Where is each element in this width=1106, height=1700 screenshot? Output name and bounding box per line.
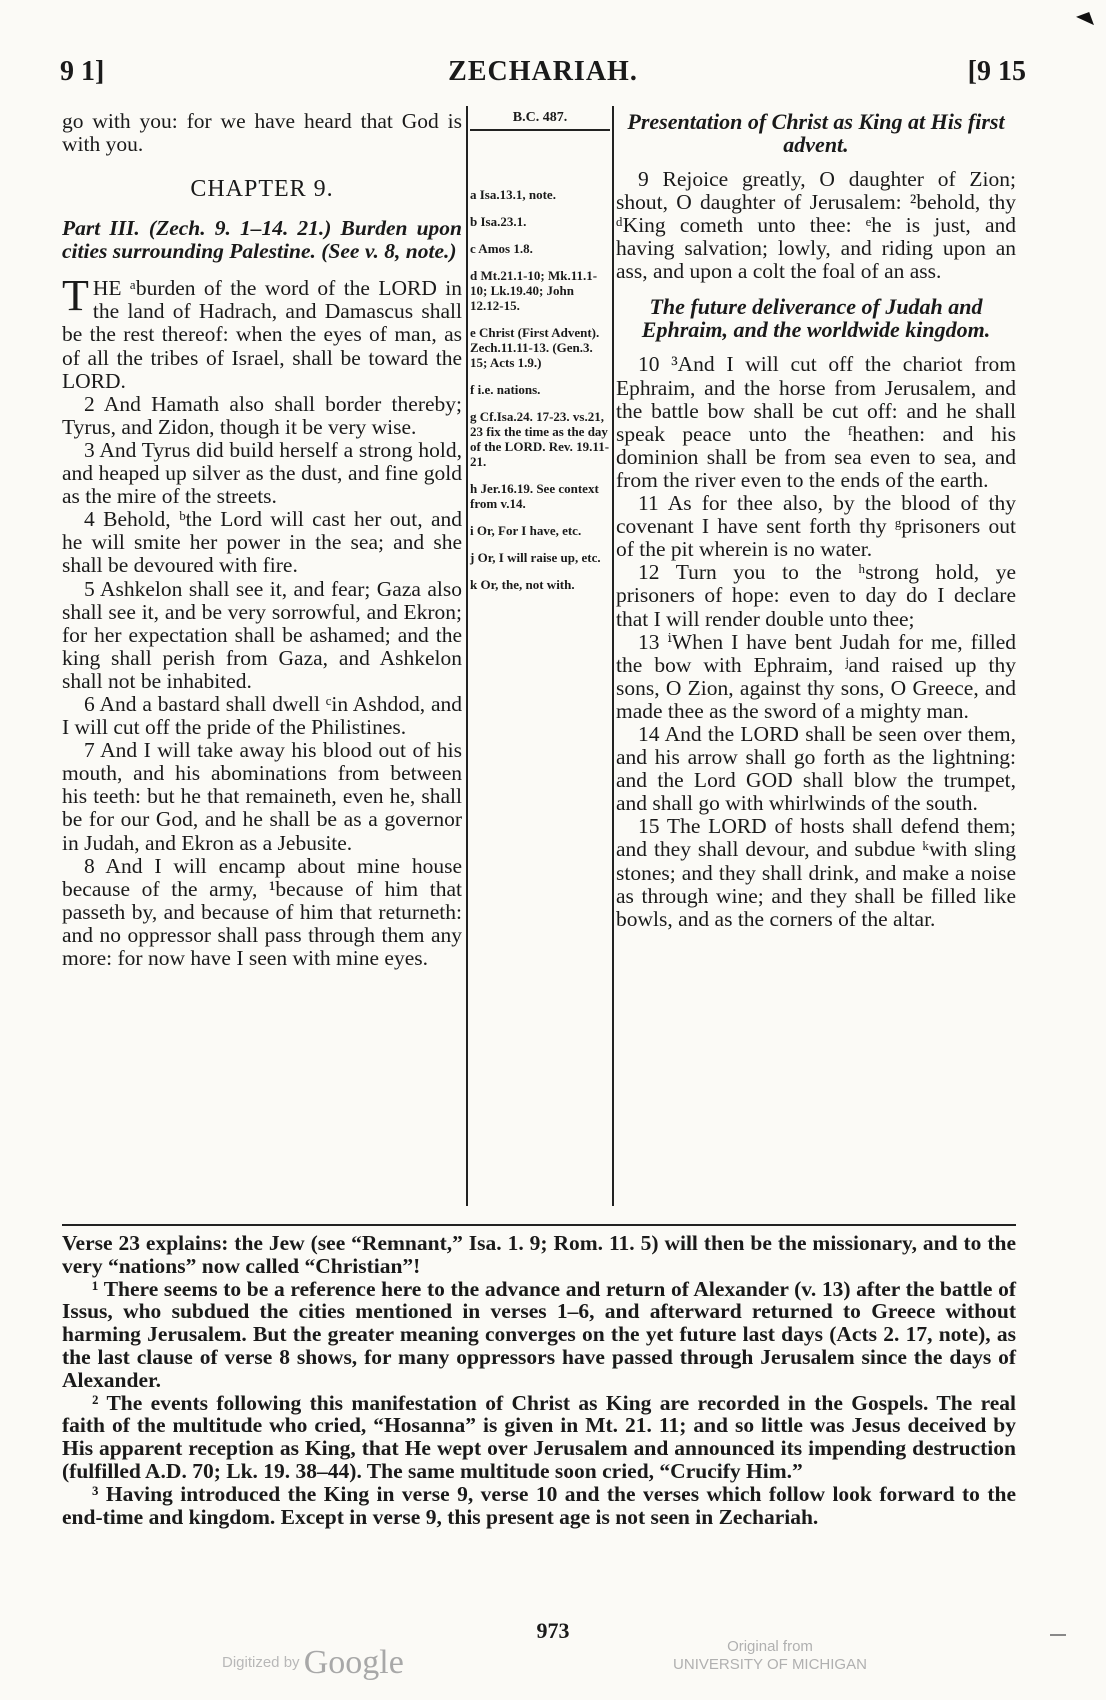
page-number: 973 xyxy=(536,1618,570,1643)
ref-note: i Or, For I have, etc. xyxy=(470,523,582,538)
footnote: ¹ There seems to be a reference here to the advance and return of Alexander (v. 13) after the battle of Issus, who subdued the cities mentioned in verses 1–6, and afterward returned to Greece without harming Jerusalem. But the greater meaning converges on the yet future last days (Acts 2. 17, note), as the last clause of verse 8 shows, for many oppressors have passed through Jerusalem since the days of Alexander. xyxy=(62,1276,1016,1392)
column-divider xyxy=(612,106,614,1206)
google-logo: Google xyxy=(303,1644,404,1681)
ref-note: b Isa.23.1. xyxy=(470,214,527,229)
right-column xyxy=(616,110,1016,931)
verse-6: 6 And a bastard shall dwell ᶜin Ashdod, and I will cut off the pride of the Philistines. xyxy=(62,691,462,740)
ref-note: a Isa.13.1, note. xyxy=(470,187,556,202)
verse-14: 14 And the LORD shall be seen over them, and his arrow shall go forth as the lightning: and the Lord GOD shall blow the trumpet, and shall go with whirlwinds of the south. xyxy=(616,721,1016,816)
running-header xyxy=(60,56,1026,96)
verse-10: 10 ³And I will cut off the chariot from Ephraim, and the horse from Jerusalem, and the battle bow shall be cut off: and he shall speak peace unto the ᶠheathen: and his dominion shall be from sea even to sea, and from the river even to the ends of the earth. xyxy=(616,352,1016,492)
verse-7: 7 And I will take away his blood out of his mouth, and his abominations from between his teeth: but he that remaineth, even he, shall be for our God, and he shall be as a governor in Judah, and Ekron as a Jebusite. xyxy=(62,738,462,855)
verse-5: 5 Ashkelon shall see it, and fear; Gaza also shall see it, and be very sorrowful, and Ekron; for her expectation shall be ashamed; and the king shall perish from Gaza, and Ashkelon shall not be inhabited. xyxy=(62,576,462,693)
corner-mark xyxy=(1076,12,1094,30)
header-left: 9 1] xyxy=(60,56,105,87)
ref-note: g Cf.Isa.24. 17-23. vs.21, 23 fix the time as the day of the LORD. Rev. 19.11-21. xyxy=(470,409,610,469)
margin-dash xyxy=(1050,1634,1066,1636)
column-divider xyxy=(466,106,468,1206)
section-heading: The future deliverance of Judah and Ephraim, and the worldwide kingdom. xyxy=(641,294,991,343)
section-heading: Presentation of Christ as King at His first advent. xyxy=(627,109,1005,157)
ref-note: f i.e. nations. xyxy=(470,382,541,397)
carry-over-text: go with you: for we have heard that God is with you. xyxy=(62,109,462,157)
footnote: ² The events following this manifestation of Christ as King are recorded in the Gospels. The real faith of the multitude who cried, “Hosanna” is given in Mt. 21. 11; and so little was Jesus deceived by His apparent reception as King, that He wept over Jerusalem and announced its impending destruction (fulfilled A.D. 70; Lk. 19. 38–44). The same multitude soon cried, “Crucify Him.” xyxy=(62,1390,1016,1483)
marginal-references xyxy=(470,110,610,604)
ref-note: c Amos 1.8. xyxy=(470,241,533,256)
original-source-watermark xyxy=(660,1638,880,1674)
footnotes xyxy=(62,1232,1016,1528)
footnote: Verse 23 explains: the Jew (see “Remnant,” Isa. 1. 9; Rom. 11. 5) will then be the missionary, and to the very “nations” now called “Christian”! xyxy=(62,1231,1016,1278)
ref-note: j Or, I will raise up, etc. xyxy=(470,550,601,565)
section-heading: Part III. (Zech. 9. 1–14. 21.) Burden upon cities surrounding Palestine. (See v. 8, note.) xyxy=(62,216,462,264)
verse-4: 4 Behold, ᵇthe Lord will cast her out, and he will smite her power in the sea; and she shall be devoured with fire. xyxy=(62,507,462,578)
verse-15: 15 The LORD of hosts shall defend them; and they shall devour, and subdue ᵏwith sling stones; and they shall drink, and make a noise as through wine; and they shall be filled like bowls, and as the corners of the altar. xyxy=(616,814,1016,931)
verse-1: THE ᵃburden of the word of the LORD in the land of Hadrach, and Damascus shall be the rest thereof: when the eyes of man, as of all the tribes of Israel, shall be toward the LORD. xyxy=(62,271,462,393)
verse-8: 8 And I will encamp about mine house because of the army, ¹because of him that passeth by, and because of him that returneth: and no oppressor shall pass through them any more: for now have I seen with mine eyes. xyxy=(62,853,462,970)
original-from-label: Original from xyxy=(727,1638,813,1655)
ref-note: e Christ (First Advent). Zech.11.11-13. (Gen.3. 15; Acts 1.9.) xyxy=(470,325,600,370)
ref-note: h Jer.16.19. See context from v.14. xyxy=(470,481,599,511)
header-title: ZECHARIAH. xyxy=(448,56,638,87)
verse-13: 13 ⁱWhen I have bent Judah for me, filled the bow with Ephraim, ʲand raised up thy sons, O Zion, against thy sons, O Greece, and made thee as the sword of a mighty man. xyxy=(616,629,1016,723)
ref-note: k Or, the, not with. xyxy=(470,577,575,592)
verse-12: 12 Turn you to the ʰstrong hold, ye prisoners of hope: even to day do I declare that I will render double unto thee; xyxy=(616,560,1016,631)
ref-note: d Mt.21.1-10; Mk.11.1-10; Lk.19.40; John 12.12-15. xyxy=(470,268,598,313)
university-label: UNIVERSITY OF MICHIGAN xyxy=(673,1656,867,1673)
digitized-watermark xyxy=(222,1644,404,1682)
chapter-heading: CHAPTER 9. xyxy=(190,176,334,203)
verse-11: 11 As for thee also, by the blood of thy covenant I have sent forth thy ᵍprisoners out of the pit wherein is no water. xyxy=(616,491,1016,562)
header-right: [9 15 xyxy=(967,56,1026,87)
verse-2: 2 And Hamath also shall border thereby; Tyrus, and Zidon, though it be very wise. xyxy=(62,391,462,439)
digitized-label: Digitized by xyxy=(222,1653,300,1671)
footnote: ³ Having introduced the King in verse 9, verse 10 and the verses which follow look forward to the end-time and kingdom. Except in verse 9, this present age is not seen in Zechariah. xyxy=(62,1481,1016,1529)
left-column xyxy=(62,110,462,970)
verse-9: 9 Rejoice greatly, O daughter of Zion; shout, O daughter of Jerusalem: ²behold, thy ᵈKing cometh unto thee: ᵉhe is just, and having salvation; lowly, and riding upon an ass, and upon a colt the foal of an ass. xyxy=(616,167,1016,284)
date-marker: B.C. 487. xyxy=(470,110,610,131)
verse-3: 3 And Tyrus did build herself a strong hold, and heaped up silver as the dust, and fine gold as the mire of the streets. xyxy=(62,437,462,509)
footnote-divider xyxy=(62,1224,1016,1226)
